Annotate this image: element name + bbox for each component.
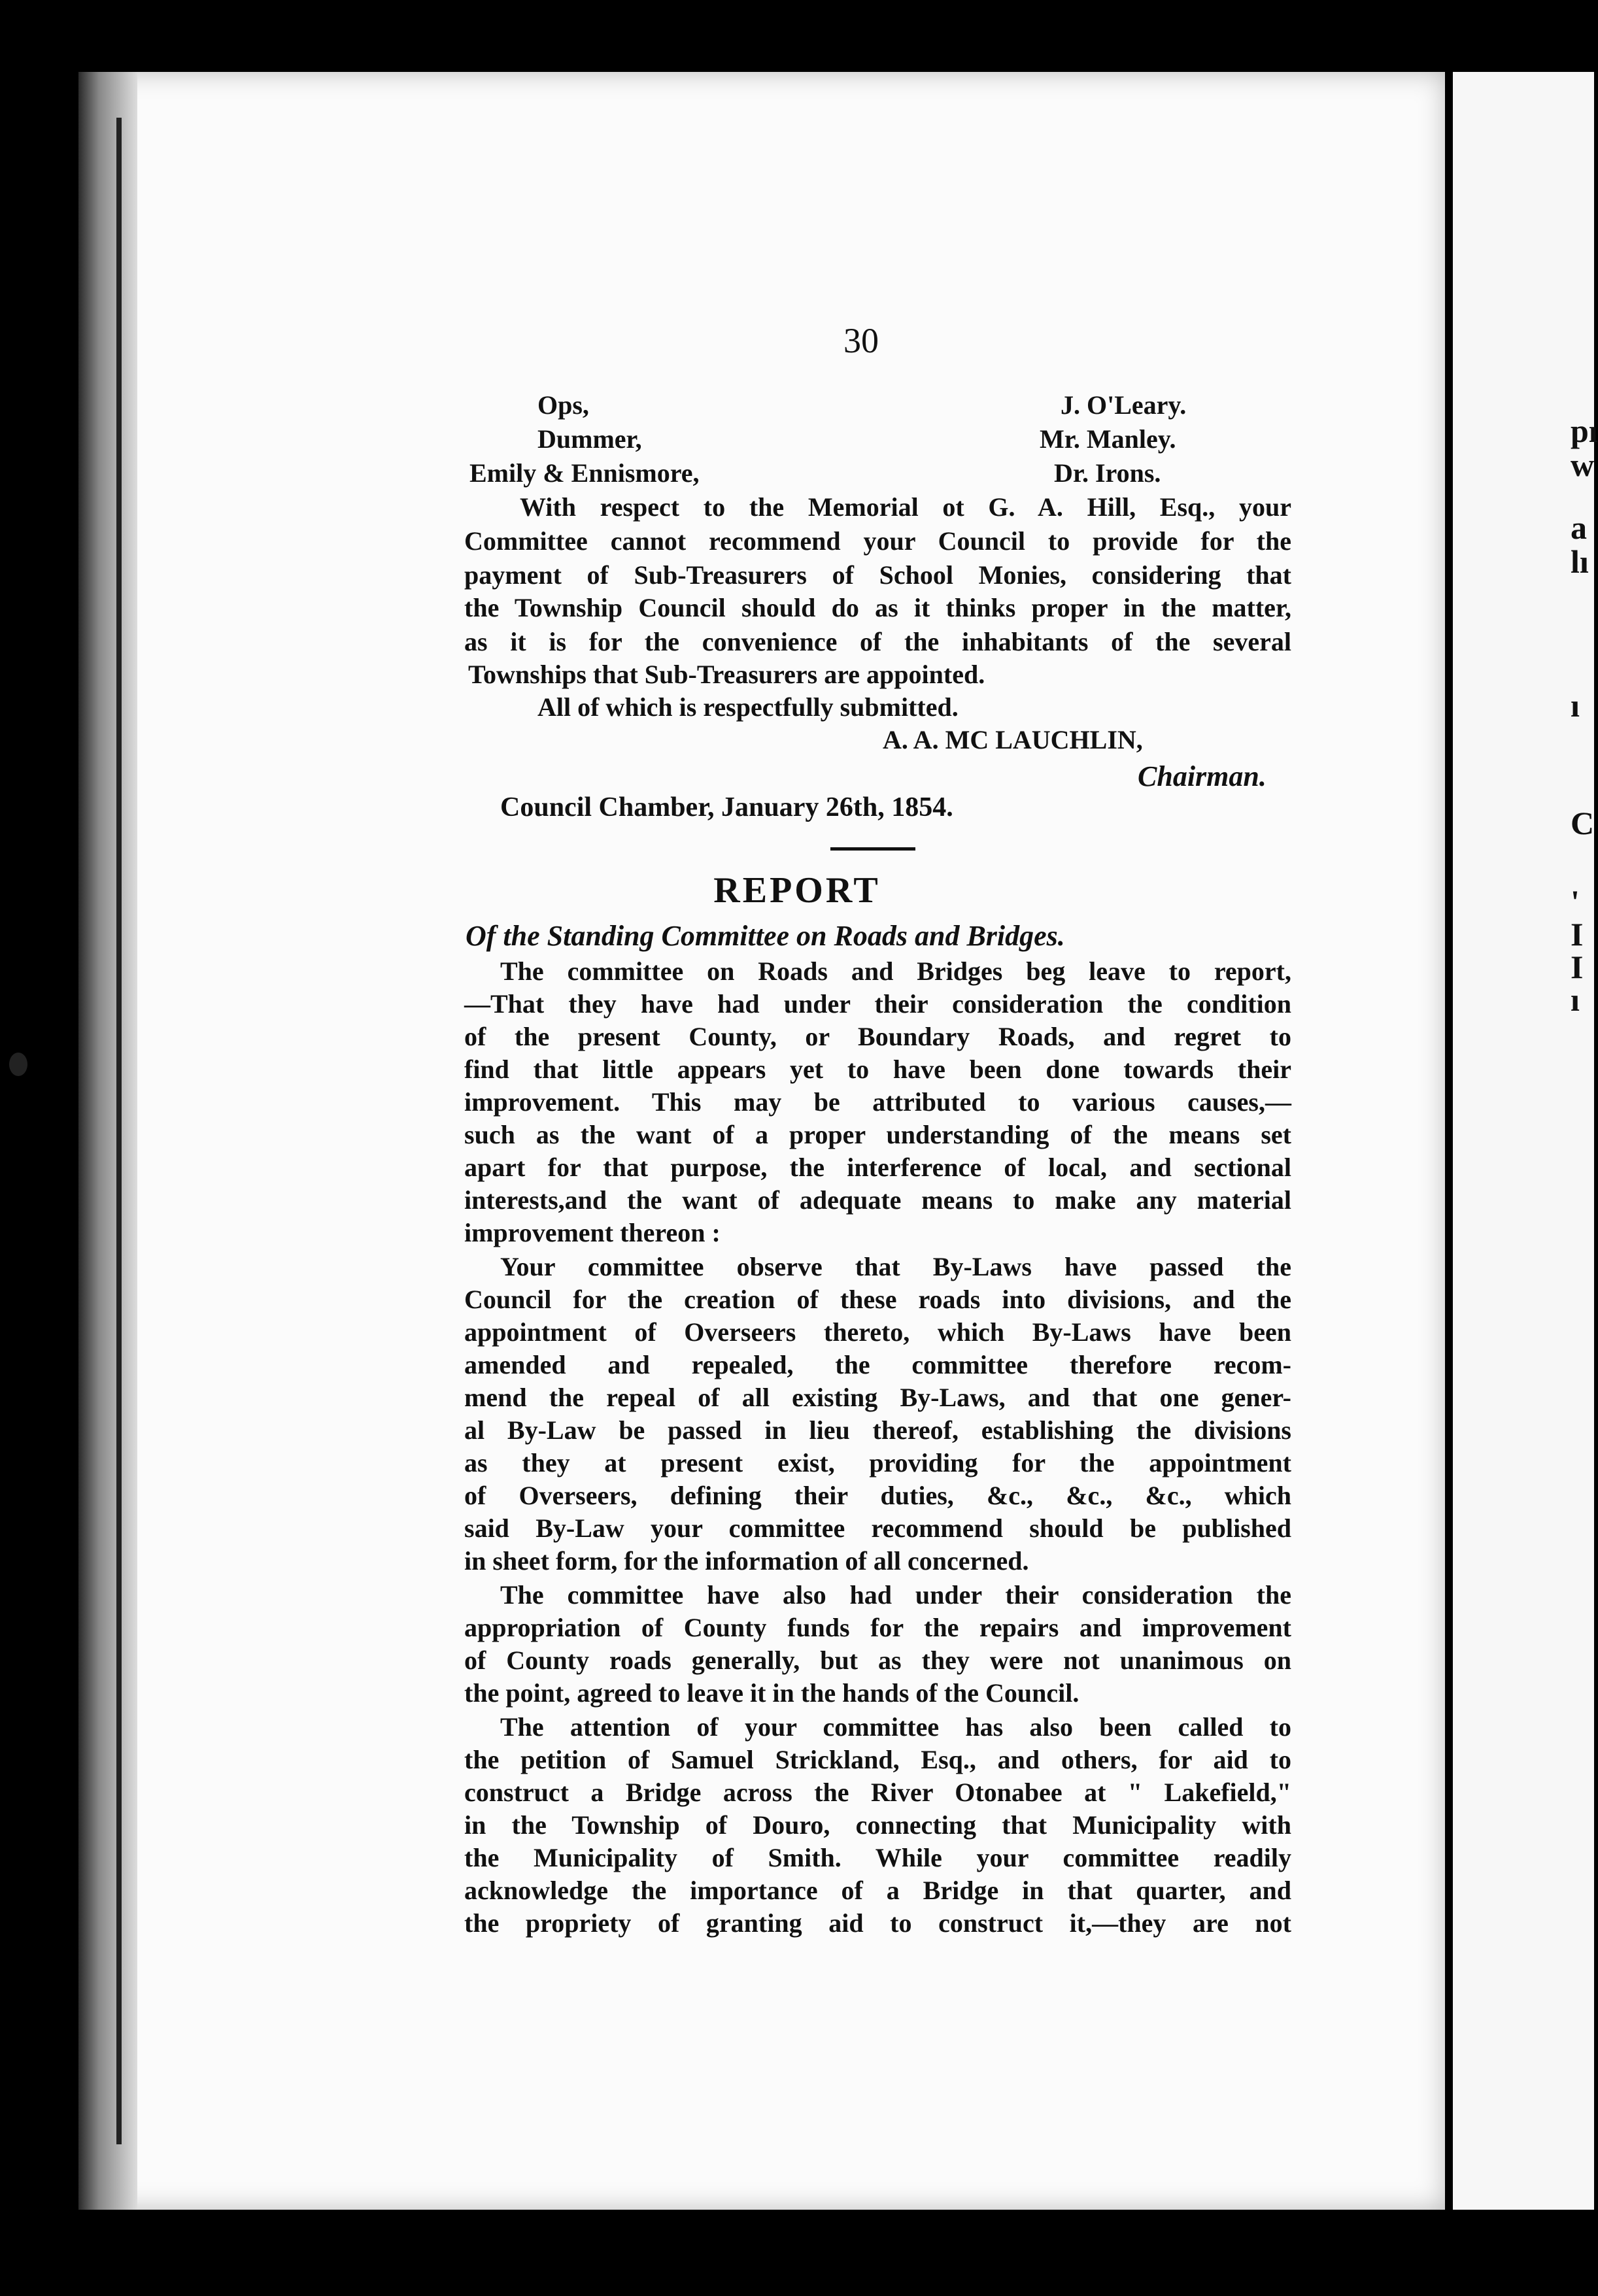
memorial-line: With respect to the Memorial ot G. A. Hill, Esq., your <box>520 492 1291 522</box>
facing-text-fragment: ' <box>1571 883 1580 920</box>
memorial-line: payment of Sub-Treasurers of School Monies, considering that <box>464 560 1291 590</box>
report-line: improvement thereon : <box>464 1218 721 1247</box>
report-line: construct a Bridge across the River Otonabee at " Lakefield," <box>464 1778 1291 1807</box>
facing-text-fragment: I <box>1571 949 1584 985</box>
list-place: Ops, <box>537 390 589 420</box>
list-place: Dummer, <box>537 424 642 454</box>
report-line: mend the repeal of all existing By-Laws, and that one gener- <box>464 1383 1291 1412</box>
report-line: appointment of Overseers thereto, which By-Laws have been <box>464 1317 1291 1347</box>
report-line: the petition of Samuel Strickland, Esq., and others, for aid to <box>464 1745 1291 1774</box>
report-line: interests,and the want of adequate means to make any material <box>464 1185 1291 1215</box>
report-line: appropriation of County funds for the repairs and improvement <box>464 1613 1291 1642</box>
report-line: The committee have also had under their consideration the <box>500 1580 1291 1610</box>
report-line: of County roads generally, but as they were not unanimous on <box>464 1646 1291 1675</box>
list-person: Dr. Irons. <box>1054 458 1161 488</box>
dateline: Council Chamber, January 26th, 1854. <box>500 792 953 822</box>
report-heading: REPORT <box>713 870 881 911</box>
report-line: such as the want of a proper understanding of the means set <box>464 1120 1291 1149</box>
facing-text-fragment: ı <box>1571 687 1580 724</box>
memorial-line: as it is for the convenience of the inhabitants of the several <box>464 627 1291 656</box>
report-line: apart for that purpose, the interference of local, and sectional <box>464 1153 1291 1182</box>
report-subheading: Of the Standing Committee on Roads and Bridges. <box>466 920 1065 952</box>
report-line: in the Township of Douro, connecting that Municipality with <box>464 1810 1291 1840</box>
facing-text-fragment: a <box>1571 509 1587 546</box>
report-line: Council for the creation of these roads into divisions, and the <box>464 1285 1291 1314</box>
signature-title: Chairman. <box>1138 760 1266 792</box>
report-line: al By-Law be passed in lieu thereof, establishing the divisions <box>464 1415 1291 1445</box>
report-line: find that little appears yet to have been done towards their <box>464 1055 1291 1084</box>
page-number: 30 <box>843 321 879 360</box>
facing-text-fragment: w <box>1571 447 1595 483</box>
list-place: Emily & Ennismore, <box>469 458 700 488</box>
report-line: improvement. This may be attributed to various causes,— <box>464 1087 1291 1117</box>
report-line: the propriety of granting aid to construct it,—they are not <box>464 1908 1291 1938</box>
report-line: said By-Law your committee recommend should be published <box>464 1513 1291 1543</box>
report-line: the Municipality of Smith. While your committee readily <box>464 1843 1291 1872</box>
signature-name: A. A. MC LAUCHLIN, <box>883 725 1143 754</box>
report-line: amended and repealed, the committee therefore recom- <box>464 1350 1291 1379</box>
list-person: Mr. Manley. <box>1040 424 1176 454</box>
memorial-line: Townships that Sub-Treasurers are appointed. <box>468 660 985 689</box>
memorial-line: the Township Council should do as it thinks proper in the matter, <box>464 593 1291 622</box>
memorial-line: Committee cannot recommend your Council to provide for the <box>464 526 1291 556</box>
report-line: acknowledge the importance of a Bridge in that quarter, and <box>464 1876 1291 1905</box>
report-line: Your committee observe that By-Laws have passed the <box>500 1252 1291 1281</box>
report-line: of the present County, or Boundary Roads, and regret to <box>464 1022 1291 1051</box>
report-line: The attention of your committee has also been called to <box>500 1712 1291 1742</box>
facing-text-fragment: pı <box>1571 413 1598 449</box>
report-line: The committee on Roads and Bridges beg leave to report, <box>500 956 1291 986</box>
list-person: J. O'Leary. <box>1061 390 1187 420</box>
report-line: in sheet form, for the information of all concerned. <box>464 1546 1029 1576</box>
report-line: the point, agreed to leave it in the hands of the Council. <box>464 1678 1080 1708</box>
facing-text-fragment: lı <box>1571 543 1589 580</box>
facing-text-fragment: I <box>1571 916 1584 953</box>
section-rule <box>830 847 915 851</box>
submitted-line: All of which is respectfully submitted. <box>537 692 959 722</box>
report-line: —That they have had under their consideration the condition <box>464 989 1291 1019</box>
report-line: of Overseers, defining their duties, &c., &c., &c., which <box>464 1481 1291 1510</box>
report-line: as they at present exist, providing for the appointment <box>464 1448 1291 1477</box>
facing-text-fragment: ı <box>1571 981 1580 1018</box>
facing-text-fragment: C <box>1571 805 1595 841</box>
